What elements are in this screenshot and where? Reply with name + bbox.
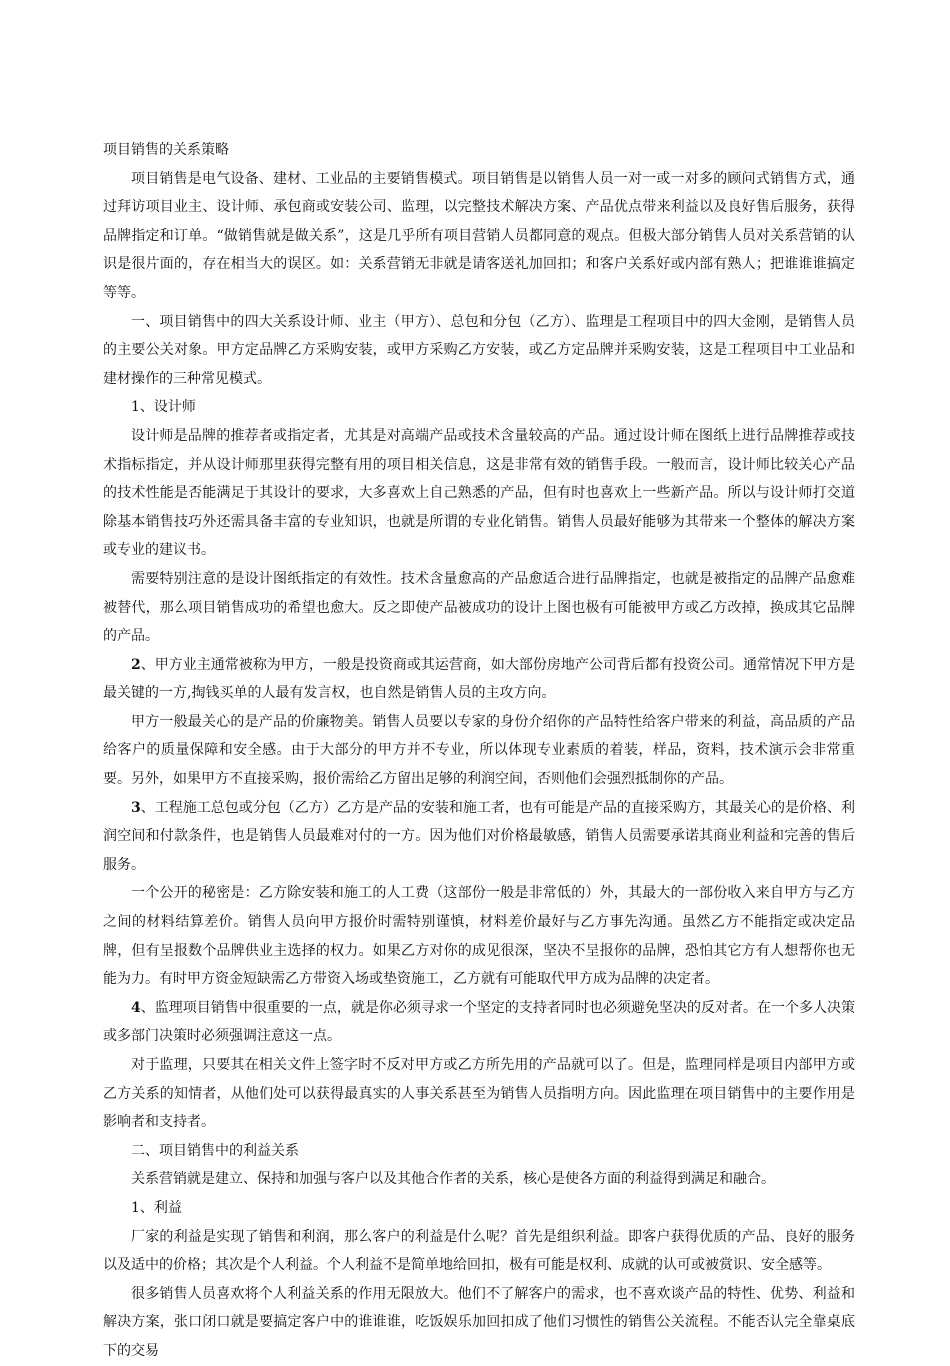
paragraph-owner-text: 、甲方业主通常被称为甲方，一般是投资商或其运营商，如大部份房地产公司背后都有投资公司。通常情况下甲方是最关键的一方,掏钱买单的人最有发言权，也自然是销售人员的主攻方向。 (103, 656, 855, 702)
paragraph-owner (103, 651, 855, 708)
subheading-designer: 1、设计师 (131, 399, 196, 416)
subheading-interest: 1、利益 (131, 1199, 182, 1216)
paragraph-supervisor (103, 994, 855, 1051)
document-body (103, 136, 855, 1366)
paragraph-relationship-marketing: 关系营销就是建立、保持和加强与客户以及其他合作者的关系，核心是使各方面的利益得到满足和融合。 (131, 1171, 775, 1188)
paragraph-intro: 项目销售是电气设备、建材、工业品的主要销售模式。项目销售是以销售人员一对一或一对多的顾问式销售方式，通过拜访项目业主、设计师、承包商或安装公司、监理，以完整技术解决方案、产品优点带来利益以及良好售后服务，获得品牌指定和订单。“做销售就是做关系”，这是几乎所有项目营销人员都同意的观点。但极大部分销售人员对关系营销的认识是很片面的，存在相当大的误区。如：关系营销无非就是请客送礼加回扣；和客户关系好或内部有熟人；把谁谁谁搞定等等。 (103, 170, 855, 301)
paragraph-contractor-text: 、工程施工总包或分包（乙方）乙方是产品的安装和施工者，也有可能是产品的直接采购方，其最关心的是价格、利润空间和付款条件，也是销售人员最难对付的一方。因为他们对价格最敏感，销售人员需要承诺其商业利益和完善的售后服务。 (103, 799, 855, 873)
paragraph-contractor-secret: 一个公开的秘密是：乙方除安装和施工的人工费（这部份一般是非常低的）外，其最大的一部份收入来自甲方与乙方之间的材料结算差价。销售人员向甲方报价时需特别谨慎，材料差价最好与乙方事先沟通。虽然乙方不能指定或决定品牌，但有呈报数个品牌供业主选择的权力。如果乙方对你的成见很深，坚决不呈报你的品牌，恐怕其它方有人想帮你也无能为力。有时甲方资金短缺需乙方带资入场或垫资施工，乙方就有可能取代甲方成为品牌的决定者。 (103, 885, 855, 988)
paragraph-contractor (103, 794, 855, 880)
paragraph-supervisor-role: 对于监理，只要其在相关文件上签字时不反对甲方或乙方所先用的产品就可以了。但是，监理同样是项目内部甲方或乙方关系的知情者，从他们处可以获得最真实的人事关系甚至为销售人员指明方向。因此监理在项目销售中的主要作用是影响者和支持者。 (103, 1057, 855, 1131)
paragraph-designer: 设计师是品牌的推荐者或指定者，尤其是对高端产品或技术含量较高的产品。通过设计师在图纸上进行品牌推荐或技术指标指定，并从设计师那里获得完整有用的项目相关信息，这是非常有效的销售手段。一般而言，设计师比较关心产品的技术性能是否能满足于其设计的要求，大多喜欢上自己熟悉的产品，但有时也喜欢上一些新产品。所以与设计师打交道除基本销售技巧外还需具备丰富的专业知识，也就是所谓的专业化销售。销售人员最好能够为其带来一个整体的解决方案或专业的建议书。 (103, 427, 855, 559)
paragraph-owner-concerns: 甲方一般最关心的是产品的价廉物美。销售人员要以专家的身份介绍你的产品特性给客户带来的利益，高品质的产品给客户的质量保障和安全感。由于大部分的甲方并不专业，所以体现专业素质的着装，样品，资料，技术演示会非常重要。另外，如果甲方不直接采购，报价需给乙方留出足够的利润空间，否则他们会强烈抵制你的产品。 (103, 713, 855, 788)
paragraph-design-validity: 需要特别注意的是设计图纸指定的有效性。技术含量愈高的产品愈适合进行品牌指定，也就是被指定的品牌产品愈难被替代，那么项目销售成功的希望也愈大。反之即使产品被成功的设计上图也极有可能被甲方或乙方改掉，换成其它品牌的产品。 (103, 570, 855, 645)
item-number: 4 (131, 999, 141, 1016)
paragraph-interest: 厂家的利益是实现了销售和利润，那么客户的利益是什么呢？首先是组织利益。即客户获得优质的产品、良好的服务以及适中的价格；其次是个人利益。个人利益不是简单地给回扣，极有可能是权利、成就的认可或被赏识、安全感等。 (103, 1228, 855, 1274)
paragraph-personal-interest: 很多销售人员喜欢将个人利益关系的作用无限放大。他们不了解客户的需求，也不喜欢谈产品的特性、优势、利益和解决方案，张口闭口就是要搞定客户中的谁谁谁，吃饭娱乐加回扣成了他们习惯性的销售公关流程。不能否认完全靠桌底下的交易 (103, 1285, 855, 1359)
item-number: 2 (131, 656, 141, 673)
section-heading-four-relations: 一、项目销售中的四大关系设计师、业主（甲方）、总包和分包（乙方）、监理是工程项目中的四大金刚，是销售人员的主要公关对象。甲方定品牌乙方采购安装，或甲方采购乙方安装，或乙方定品牌并采购安装，这是工程项目中工业品和建材操作的三种常见模式。 (103, 313, 855, 387)
item-number: 3 (131, 799, 141, 816)
section-heading-interests: 二、项目销售中的利益关系 (131, 1142, 299, 1159)
paragraph-supervisor-text: 、监理项目销售中很重要的一点，就是你必须寻求一个坚定的支持者同时也必须避免坚决的反对者。在一个多人决策或多部门决策时必须强调注意这一点。 (103, 999, 855, 1045)
document-title: 项目销售的关系策略 (103, 142, 229, 158)
